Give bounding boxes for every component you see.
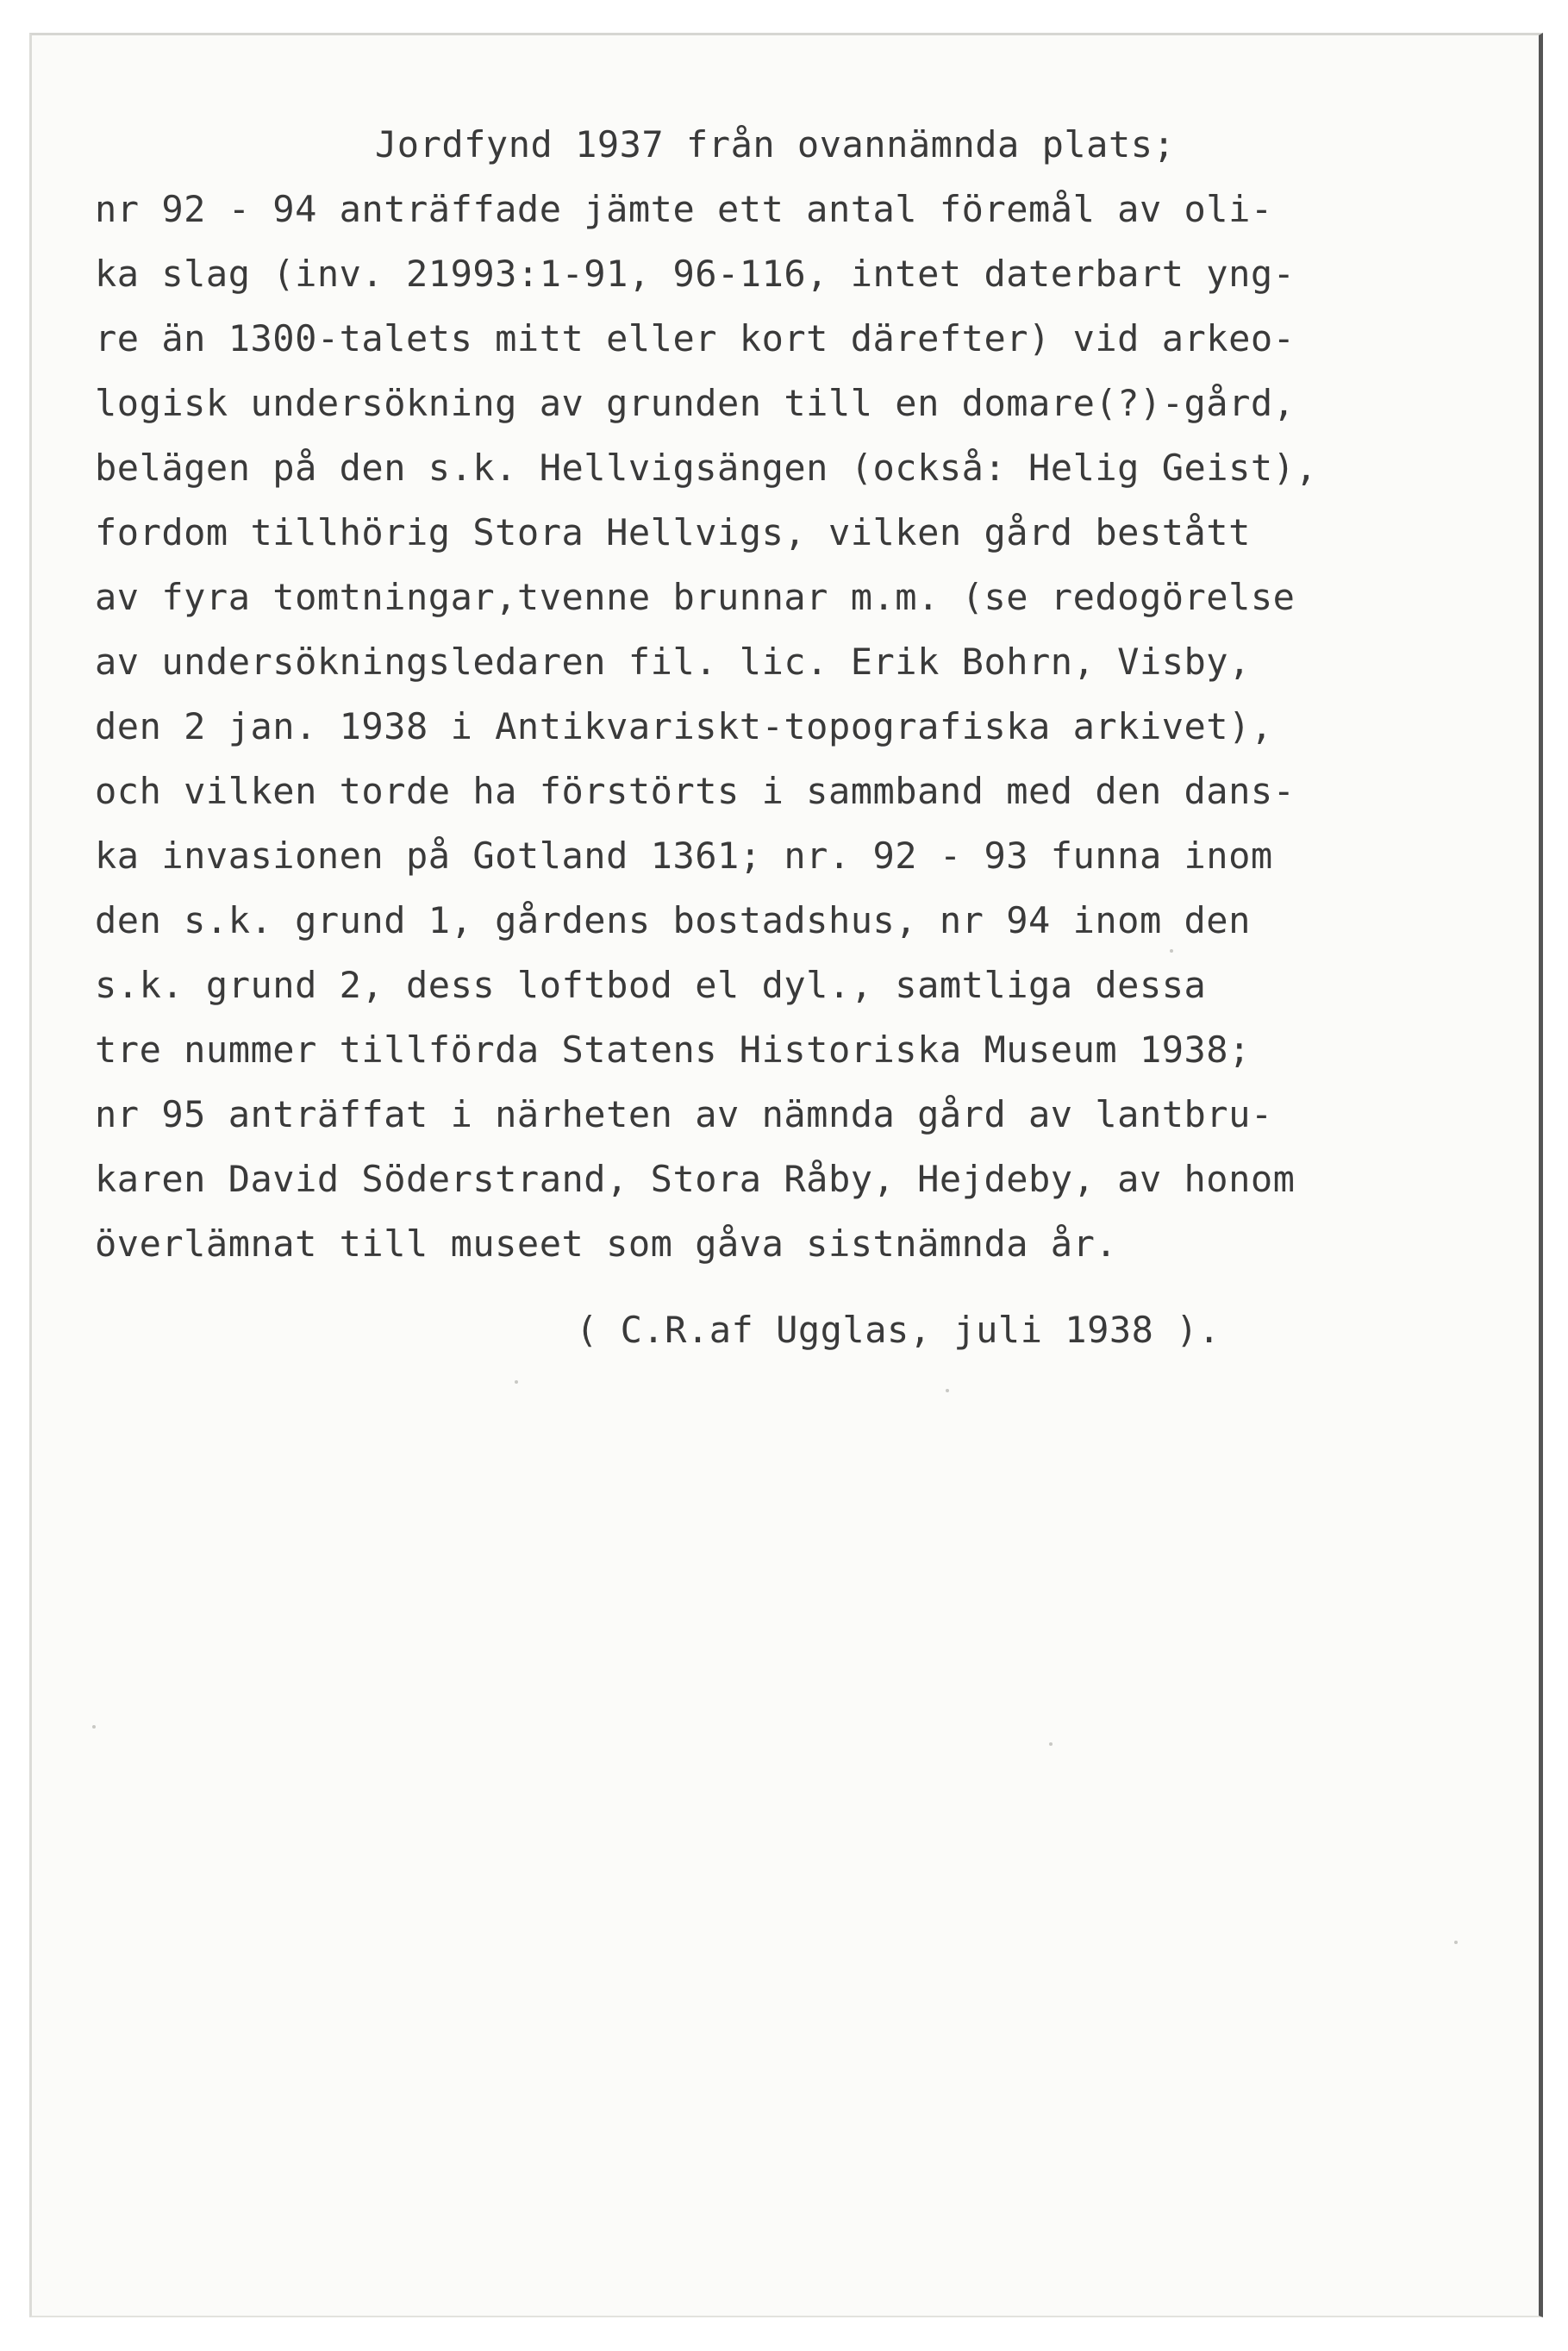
paper-speck [1049, 1742, 1053, 1746]
text-line-5: logisk undersökning av grunden till en domare(?)-gård, [95, 382, 1296, 424]
text-line-14: s.k. grund 2, dess loftbod el dyl., samtliga dessa [95, 964, 1207, 1006]
text-line-2: nr 92 - 94 anträffade jämte ett antal föremål av oli- [95, 188, 1273, 230]
signature-line: ( C.R.af Ugglas, juli 1938 ). [576, 1309, 1221, 1351]
text-line-11: och vilken torde ha förstörts i sammband med den dans- [95, 770, 1296, 812]
text-line-18: överlämnat till museet som gåva sistnämnda år. [95, 1222, 1118, 1265]
paper-speck [92, 1725, 96, 1729]
text-line-8: av fyra tomtningar,tvenne brunnar m.m. (se redogörelse [95, 576, 1296, 618]
text-line-16: nr 95 anträffat i närheten av nämnda gård av lantbru- [95, 1093, 1273, 1135]
paper-speck [946, 1389, 949, 1392]
text-line-6: belägen på den s.k. Hellvigsängen (också: Helig Geist), [95, 447, 1318, 489]
typed-text [95, 112, 1491, 1276]
text-line-17: karen David Söderstrand, Stora Råby, Hejdeby, av honom [95, 1158, 1296, 1200]
text-line-9: av undersökningsledaren fil. lic. Erik Bohrn, Visby, [95, 641, 1251, 683]
text-line-4: re än 1300-talets mitt eller kort därefter) vid arkeo- [95, 317, 1296, 360]
paper-speck [515, 1380, 518, 1384]
text-line-7: fordom tillhörig Stora Hellvigs, vilken gård bestått [95, 511, 1251, 553]
text-line-10: den 2 jan. 1938 i Antikvariskt-topografiska arkivet), [95, 705, 1273, 747]
text-line-12: ka invasionen på Gotland 1361; nr. 92 - 93 funna inom [95, 835, 1273, 877]
paper-speck [1454, 1941, 1458, 1944]
text-line-13: den s.k. grund 1, gårdens bostadshus, nr 94 inom den [95, 899, 1251, 941]
text-line-15: tre nummer tillförda Statens Historiska Museum 1938; [95, 1029, 1251, 1071]
text-line-1: Jordfynd 1937 från ovannämnda plats; [375, 123, 1176, 166]
text-line-3: ka slag (inv. 21993:1-91, 96-116, intet daterbart yng- [95, 253, 1296, 295]
